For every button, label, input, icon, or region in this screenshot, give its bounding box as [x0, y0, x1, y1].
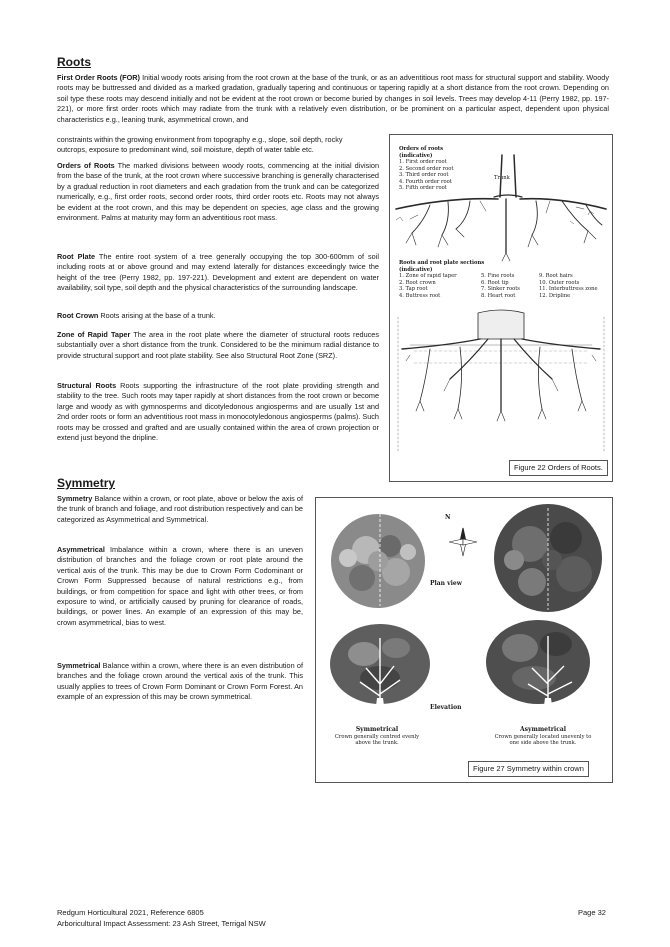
section-item: 5. Fine roots: [481, 273, 515, 279]
symmetry-term: Symmetry: [57, 494, 93, 503]
symmetrical-term: Symmetrical: [57, 661, 101, 670]
symmetrical-desc-2: above the trunk.: [355, 740, 399, 746]
first-order-roots-tail-b: outcrops, exposure to predominant wind, soil moisture, depth of water table etc.: [57, 145, 314, 155]
page-number: Page 32: [578, 908, 606, 917]
section-item: 6. Root tip: [481, 279, 509, 286]
root-crown-text: Roots arising at the base of a trunk.: [98, 311, 216, 320]
symmetry-paragraph: [57, 494, 303, 525]
root-crown-term: Root Crown: [57, 311, 99, 320]
elevation-label: Elevation: [430, 704, 462, 711]
section-item: 2. Root crown: [399, 279, 436, 286]
symmetrical-plan-crown: [331, 514, 425, 608]
symmetrical-desc-1: Crown generally centred evenly: [334, 733, 420, 740]
symmetry-text: Balance within a crown, or root plate, above or below the axis of the trunk of branch and foliage, and root distribution respectively and can be categorized as Asymmetrical and Symmetrical.: [57, 494, 303, 524]
section-item: 4. Buttress root: [399, 292, 441, 299]
orders-title: Orders of roots: [399, 146, 444, 152]
asymmetrical-term: Asymmetrical: [57, 545, 105, 554]
orders-subtitle: (indicative): [399, 152, 433, 159]
orders-of-roots-term: Orders of Roots: [57, 161, 115, 170]
roots-figure-caption: Figure 22 Orders of Roots.: [509, 460, 608, 476]
sections-legend: [399, 260, 598, 299]
symmetrical-text: Balance within a crown, where there is an even distribution of branches and the foliage crown around the vertical axis of the trunk. This usually applies to trees of Crown Form Dominant or Crown Form Forest. An example of an expression of this may be crown symmetrical.: [57, 661, 303, 702]
roots-heading: Roots: [57, 55, 91, 69]
asymmetrical-text: Imbalance within a crown, where there is an uneven distribution of branches and the foliage crown or root plate around the vertical axis of the trunk. This may be due to Crown Form Codominant or Crown Form Suppressed because of natural restrictions e.g., from buildings, or from competition for space and light with other trees, or from exposure to wind, or artificially caused by pruning for clearance of roads, buildings, or power lines. An example of an expression of this may be, crown asymmetrical, bias to west.: [57, 545, 303, 627]
root-plate-paragraph: [57, 252, 379, 294]
orders-item-2: 2. Second order root: [399, 165, 454, 172]
section-item: 8. Heart root: [481, 292, 516, 299]
footer-left: [57, 908, 266, 929]
symmetrical-title: Symmetrical: [355, 726, 399, 733]
section-item: 10. Outer roots: [539, 279, 580, 286]
root-crown-paragraph: [57, 311, 379, 321]
symmetry-figure: [315, 497, 613, 783]
root-plate-sections-illustration: [390, 301, 612, 461]
compass-icon: [449, 528, 477, 556]
structural-roots-term: Structural Roots: [57, 381, 117, 390]
symmetry-heading: Symmetry: [57, 476, 116, 490]
section-item: 3. Tap root: [399, 286, 428, 292]
symmetrical-elevation-tree: [330, 624, 430, 722]
orders-of-roots-paragraph: [57, 161, 379, 223]
zone-of-rapid-taper-paragraph: [57, 330, 379, 361]
plan-view-label: Plan view: [430, 580, 462, 587]
asymmetrical-caption: [476, 727, 610, 747]
orders-item-3: 3. Third order root: [399, 172, 449, 178]
root-plate-term: Root Plate: [57, 252, 96, 261]
asymmetrical-paragraph: [57, 545, 303, 628]
zone-of-rapid-taper-term: Zone of Rapid Taper: [57, 330, 131, 339]
orders-of-roots-text: The marked divisions between woody roots, commencing at the initial division from the base of the trunk, at the root crown where successive branching is generally characterised by a gradual reduction in root diameters and each gradation from the trunk and can be categorized numerically, e.g., first order roots, second order roots, third order roots etc. Roots may not always be evident at the root crown, and this may be dependent on species, age class and the growing environment. Palms at maturity may form an adventitious root mass.: [57, 161, 379, 223]
first-order-roots-tail: [57, 135, 387, 156]
section-item: 7. Sinker roots: [481, 286, 520, 292]
zone-of-rapid-taper-text: The area in the root plate where the diameter of structural roots reduces substantially over a short distance from the trunk. Considered to be the minimum radial distance to provide structural support and root plate stability. See also Structural Root Zone (SRZ).: [57, 330, 380, 360]
first-order-roots-tail-a: constraints within the growing environment from topography e.g., slope, soil depth, rocky: [57, 135, 343, 144]
asymmetrical-desc-2: one side above the trunk.: [509, 740, 577, 746]
section-item: 11. Interbuttress zone: [539, 286, 598, 292]
root-plate-text: The entire root system of a tree generally occupying the top 300-600mm of soil including roots at or above ground and may extend laterally for distances exceedingly twice the height of the tree (Perry 1982, pp. 197-221). Development and extent are dependent on water availability, soil type, soil depth and the physical characteristics of the surrounding landscape.: [57, 252, 379, 293]
section-item: 12. Dripline: [539, 292, 571, 299]
asymmetrical-elevation-tree: [486, 620, 590, 722]
north-label: N: [445, 514, 451, 521]
asymmetrical-desc-1: Crown generally located unevenly to: [494, 733, 592, 740]
structural-roots-paragraph: [57, 381, 379, 443]
orders-item-5: 5. Fifth order root: [399, 185, 447, 191]
footer-report-title: Arboricultural Impact Assessment: 23 Ash Street, Terrigal NSW: [57, 918, 266, 928]
orders-item-4: 4. Fourth order root: [399, 178, 452, 185]
symmetrical-paragraph: [57, 661, 303, 703]
root-orders-illustration: [390, 135, 612, 265]
first-order-roots-term: First Order Roots (FOR): [57, 73, 140, 82]
orders-item-1: 1. First order root: [399, 159, 447, 165]
roots-figure: [389, 134, 613, 482]
section-item: 1. Zone of rapid taper: [399, 273, 457, 279]
footer-reference: Redgum Horticultural 2021, Reference 6805: [57, 908, 204, 917]
symmetrical-caption: [322, 727, 432, 747]
structural-roots-text: Roots supporting the infrastructure of the root plate providing strength and stability to the tree. Such roots may taper rapidly at short distances from the root crown or become large and woody as with gymnosperms and dicotyledonous angiosperms and are usually 1st and 2nd order roots or form an adventitious root mass in monocotyledonous angiosperms (palms). Such roots may be crossed and grafted and are usually contained within the area of crown projection or extend just beyond the dripline.: [57, 381, 379, 443]
sections-row-4: [399, 293, 598, 300]
sections-subtitle: (indicative): [399, 266, 433, 273]
sections-title: Roots and root plate sections: [399, 260, 485, 266]
asymmetrical-title: Asymmetrical: [519, 726, 567, 733]
trunk-label: Trunk: [494, 175, 510, 181]
section-item: 9. Root hairs: [539, 273, 573, 279]
symmetry-illustration: [316, 498, 612, 728]
first-order-roots-paragraph: [57, 73, 609, 125]
first-order-roots-text: Initial woody roots arising from the root crown at the base of the trunk, or as an adventitious root mass for structural support and stability. Woody roots may be buttressed and divided as a marked gradation, gradually tapering and continuous or tapering rapidly at a short distance from the root crown. Depending on soil type these roots may descend initially and not be evident at the root crown or become buried by changes in soil levels. Trees may develop 4-11 (Perry 1982, pp. 197-221), or more first order roots which may radiate from the trunk with a relatively even distribution, or be prominent on a particular aspect, dependent upon physical characteristics e.g., leaning trunk, asymmetrical crown, and: [57, 73, 609, 124]
symmetry-figure-caption: Figure 27 Symmetry within crown: [468, 761, 589, 777]
